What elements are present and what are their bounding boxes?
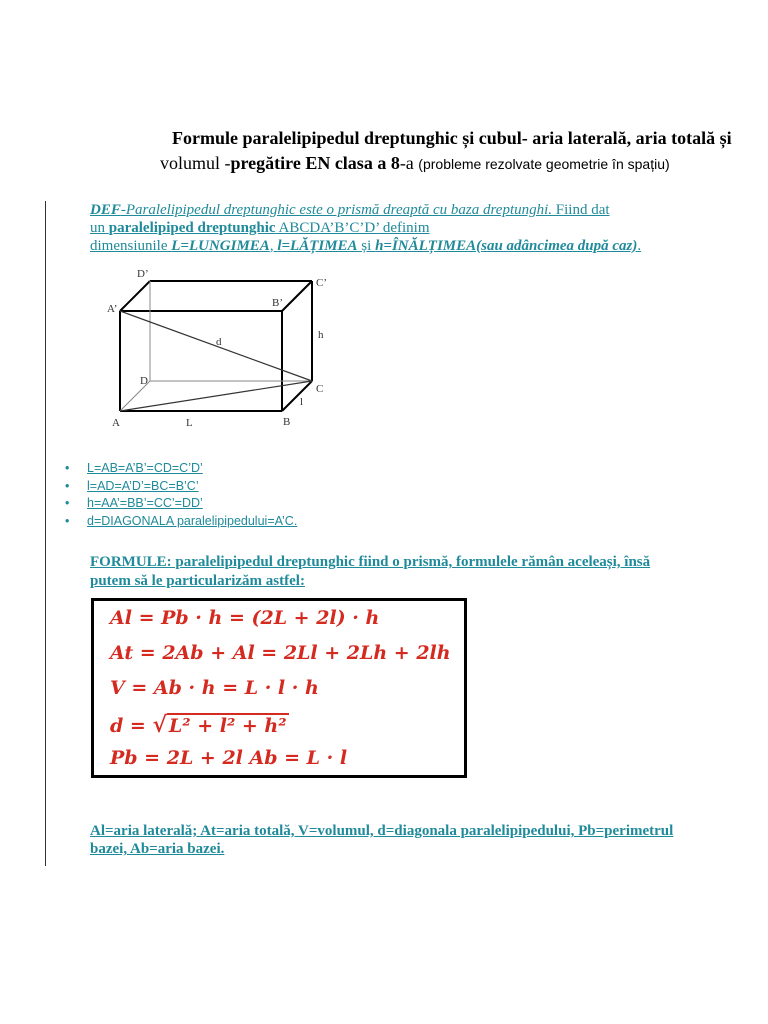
- label-B: B: [283, 416, 291, 428]
- subtitle-after: -a: [399, 153, 419, 173]
- def-text: -Paralelipipedul dreptunghic este o prismă dreaptă cu baza dreptunghi.: [120, 202, 553, 218]
- formula-lateral-area: Al = Pb · h = (2L + 2l) · h: [110, 607, 380, 629]
- def-h: h=ÎNĂLȚIMEA(sau adâncimea după caz): [375, 238, 638, 254]
- def-L: L=LUNGIMEA: [171, 238, 270, 254]
- bullet-text: L=AB=A’B’=CD=C’D’: [87, 461, 203, 475]
- label-C: C: [316, 383, 324, 395]
- label-h: h: [318, 329, 324, 341]
- def-si: și: [357, 238, 376, 254]
- formula-radicand: L² + l² + h²: [168, 715, 287, 737]
- def-un: un: [90, 220, 109, 236]
- def-end: .: [637, 238, 642, 254]
- bullet-text: l=AD=A’D’=BC=B’C’: [87, 478, 199, 493]
- label-A: A: [112, 417, 120, 429]
- label-l: l: [300, 396, 304, 408]
- def-vertices: ABCDA’B’C’D’: [275, 220, 380, 236]
- bullet-dot: •: [65, 461, 70, 475]
- label-A1: A’: [107, 303, 118, 315]
- formulas-heading: FORMULE: paralelipipedul dreptunghic fiind o prismă, formulele rămân aceleași, însă putem să le particularizăm astfel:: [90, 554, 651, 589]
- list-item: [65, 495, 297, 513]
- def-label: DEF: [90, 202, 121, 218]
- definitions-list: [65, 460, 297, 530]
- cuboid-figure: [100, 268, 340, 438]
- formula-base: Pb = 2L + 2l Ab = L · l: [110, 747, 348, 769]
- formula-diagonal: [110, 712, 289, 738]
- subtitle-bold: pregătire EN clasa a 8: [230, 153, 400, 173]
- def-l: l=LĂȚIMEA: [277, 238, 358, 254]
- def-given: Fiind dat: [552, 202, 610, 218]
- label-C1: C’: [316, 277, 327, 289]
- label-B1: B’: [272, 297, 283, 309]
- label-D: D: [140, 375, 148, 387]
- label-d: d: [216, 336, 222, 348]
- def-definim: definim: [379, 220, 430, 236]
- bullet-text: h=AA’=BB’=CC’=DD’: [87, 496, 203, 510]
- bullet-dot: •: [65, 513, 70, 528]
- sqrt-icon: √: [152, 712, 167, 738]
- subtitle-plain: volumul -: [160, 153, 231, 173]
- list-item: [65, 460, 297, 478]
- definition-paragraph: [90, 201, 670, 255]
- subtitle-small: (probleme rezolvate geometrie în spațiu): [418, 156, 670, 172]
- label-D1: D’: [137, 268, 149, 280]
- bullet-text: d=DIAGONALA paralelipipedului=A’C.: [87, 513, 298, 528]
- page-title: Formule paralelipipedul dreptunghic și cubul- aria laterală, aria totală și: [172, 128, 732, 148]
- def-sep1: ,: [269, 238, 278, 254]
- page-subtitle: [160, 153, 670, 174]
- formula-diagonal-lhs: d =: [110, 715, 153, 737]
- def-dimensiunile: dimensiunile: [90, 238, 172, 254]
- bullet-dot: •: [65, 496, 70, 510]
- formula-box: [91, 598, 467, 778]
- margin-line: [45, 201, 46, 866]
- label-L: L: [186, 417, 193, 429]
- bullet-dot: •: [65, 478, 70, 493]
- formula-volume: V = Ab · h = L · l · h: [110, 677, 319, 699]
- list-item: [65, 478, 297, 496]
- def-shape-name: paralelipiped dreptunghic: [108, 220, 276, 236]
- legend-paragraph: Al=aria laterală; At=aria totală, V=volumul, d=diagonala paralelipipedului, Pb=perimetrul bazei, Ab=aria bazei.: [90, 823, 674, 857]
- formula-total-area: At = 2Ab + Al = 2Ll + 2Lh + 2lh: [110, 642, 451, 664]
- list-item: [65, 513, 297, 531]
